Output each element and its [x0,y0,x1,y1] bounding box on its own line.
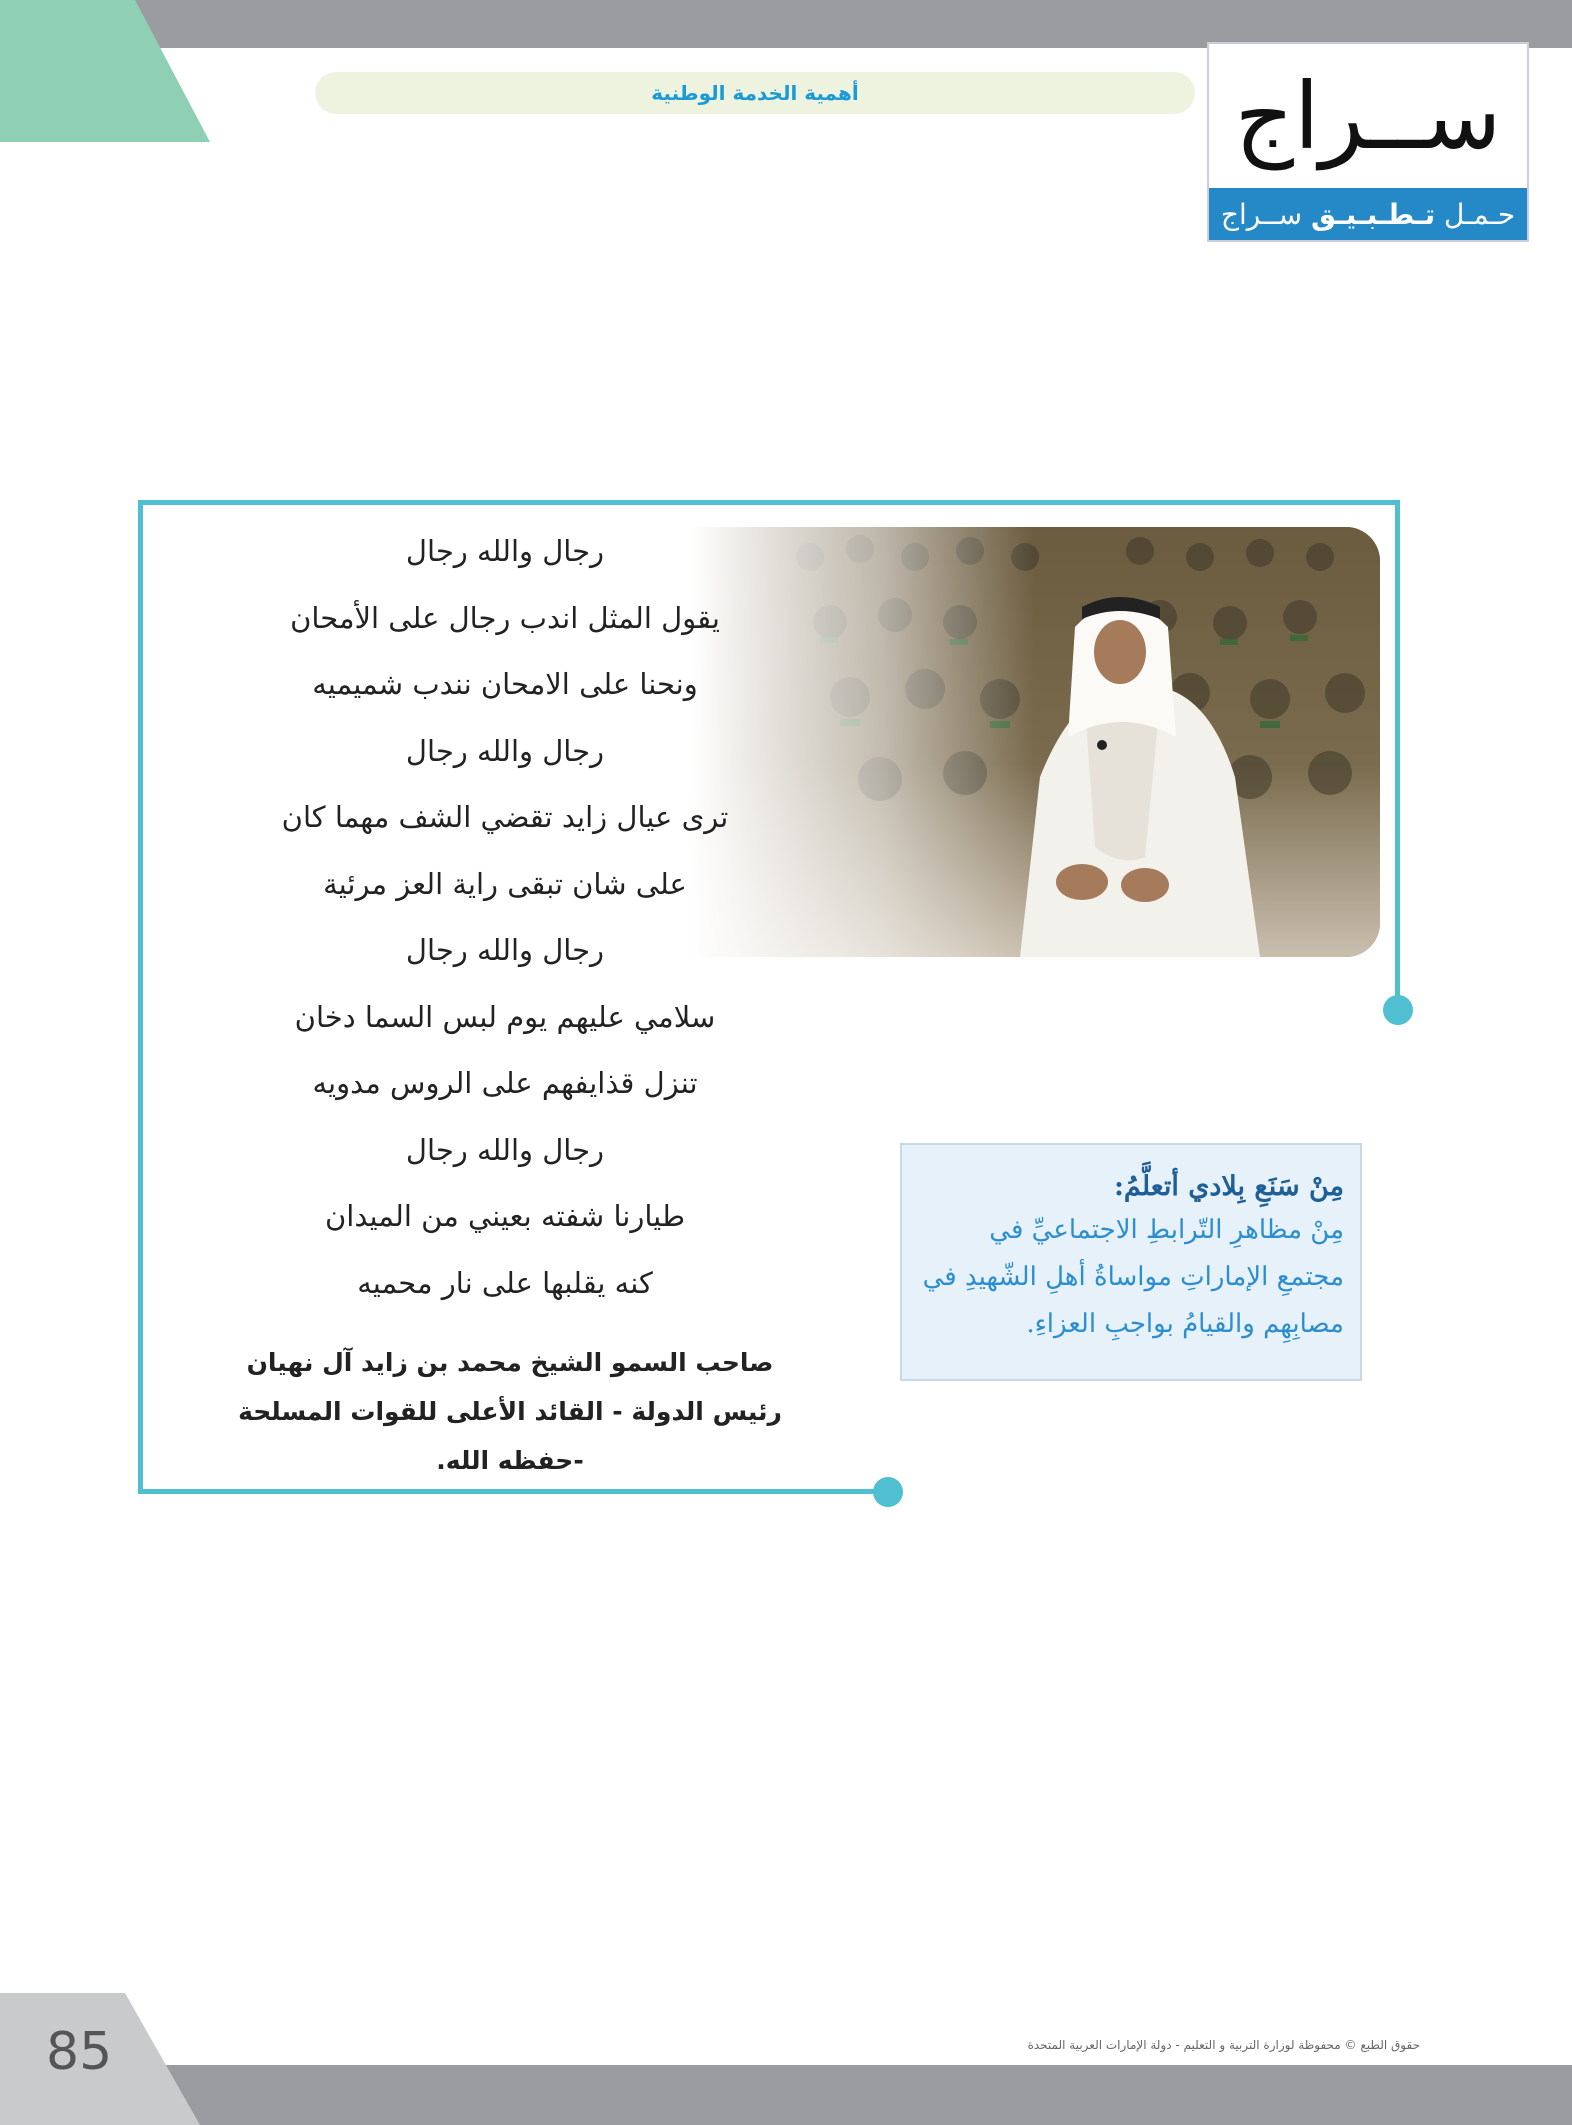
frame-dot-right [1383,995,1413,1025]
poem-line: سلامي عليهم يوم لبس السما دخان [294,999,716,1034]
logo-tagline-prefix: حـمـل [1444,197,1516,231]
frame-bottom-line [138,1489,890,1494]
learn-box-title: مِنْ سَنَعِ بِلادي أتعلَّمُ: [1113,1171,1344,1202]
poem-line: رجال والله رجال [405,1132,605,1167]
bottom-grey-bar [160,2065,1572,2125]
frame-left-line [138,500,143,1494]
poem-line: تنزل قذايفهم على الروس مدويه [312,1066,698,1100]
page-number: 85 [46,2022,113,2082]
siraj-app-strip[interactable] [1209,188,1527,240]
poem-line: طيارنا شفته بعيني من الميدان [324,1199,686,1233]
poem-line: كنه يقلبها على نار محميه [357,1265,653,1300]
poem-line: ونحنا على الامحان نندب شميميه [312,667,698,701]
siraj-logo[interactable] [1207,42,1529,242]
poem-line: رجال والله رجال [405,733,605,768]
logo-tagline-suffix: ســراج [1220,197,1303,231]
learn-box-text: مِنْ مظاهرِ التّرابطِ الاجتماعيِّ في مجتمعِ الإماراتِ مواساةُ أهلِ الشّهيدِ في مصابِهِم والقيامُ بواجبِ العزاءِ. [922,1215,1344,1339]
poem-line: يقول المثل اندب رجال على الأمحان [290,600,720,635]
chapter-title-bar [315,72,1195,114]
logo-tagline-bold: تـطـبـيـق [1310,197,1436,231]
credit-line: رئيس الدولة - القائد الأعلى للقوات المسلحة [238,1397,782,1426]
poem-line: رجال والله رجال [405,534,605,568]
poem-credit [190,1338,830,1485]
credit-line: صاحب السمو الشيخ محمد بن زايد آل نهيان [246,1348,774,1377]
speaker-photo-illustration [690,527,1380,957]
poem-line: رجال والله رجال [405,933,605,967]
credit-line: -حفظه الله. [436,1446,584,1475]
chapter-title: أهمية الخدمة الوطنية [651,81,859,105]
poem-line: ترى عيال زايد تقضي الشف مهما كان [281,800,729,834]
poem [240,525,770,1323]
poem-line: على شان تبقى راية العز مرئية [323,866,687,901]
frame-top-line [138,500,1400,505]
speaker-photo [690,527,1380,957]
learn-from-my-country-box [900,1143,1362,1381]
top-grey-bar [0,0,1572,48]
frame-dot-bottom [873,1477,903,1507]
frame-right-line [1395,500,1400,1010]
siraj-logo-word: ســراج [1234,62,1502,170]
copyright-note: حقوق الطبع © محفوظة لوزارة التربية و التعليم - دولة الإمارات العربية المتحدة [1027,2038,1420,2052]
